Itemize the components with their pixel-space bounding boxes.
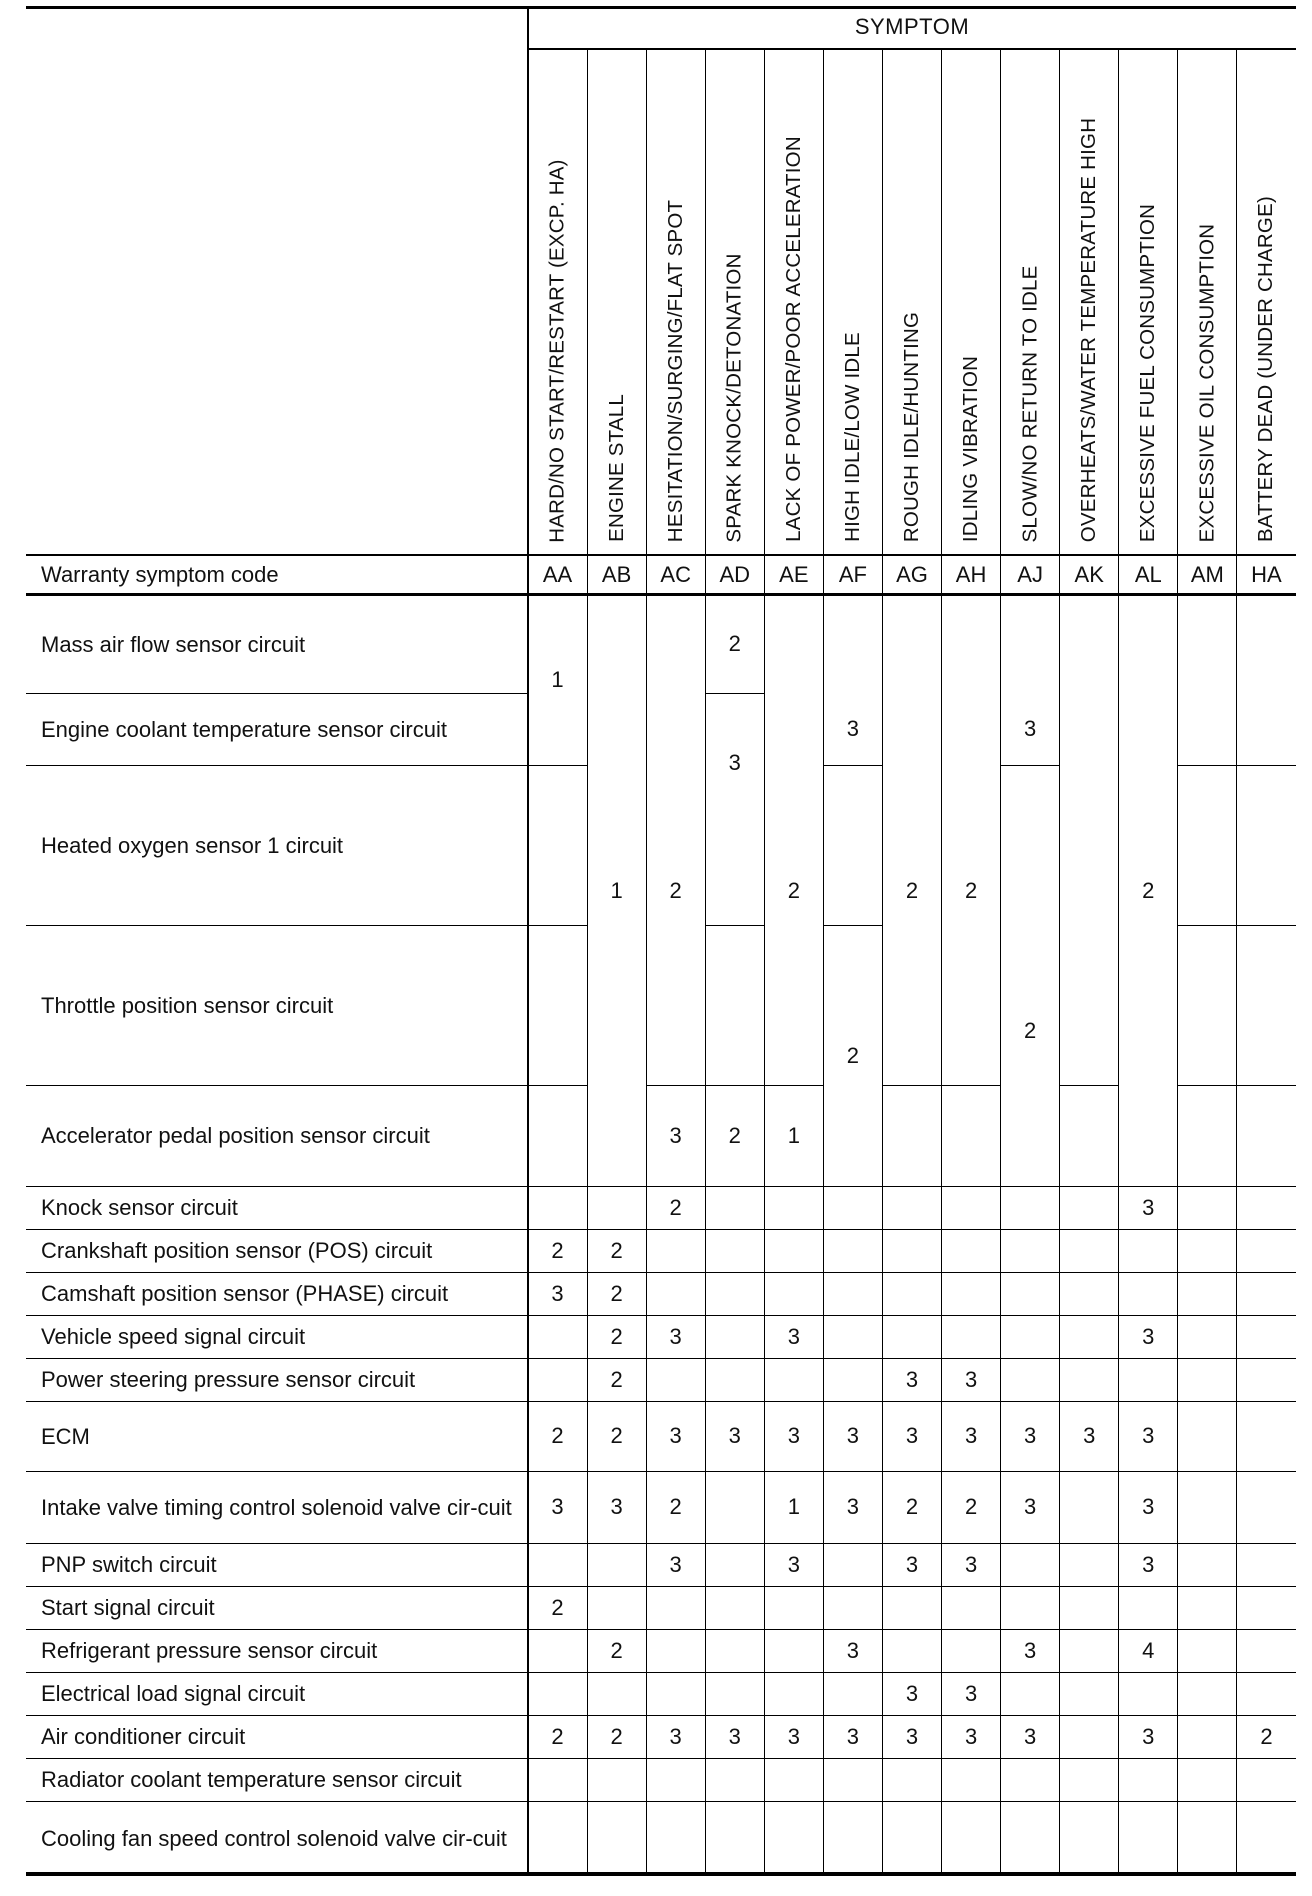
value-cell: 3 <box>964 1551 978 1577</box>
row-label: Crankshaft position sensor (POS) circuit <box>41 1238 433 1263</box>
cell-divider <box>528 1085 587 1086</box>
cell-divider <box>1001 1315 1060 1316</box>
cell-divider <box>705 1629 764 1630</box>
value-cell: 2 <box>787 877 800 903</box>
cell-divider <box>528 1801 587 1802</box>
row-label: Accelerator pedal position sensor circuit <box>41 1123 430 1148</box>
symptom-header-text: HESITATION/SURGING/FLAT SPOT <box>663 199 687 543</box>
value-cell: 3 <box>846 1423 860 1448</box>
cell-divider <box>1060 1358 1119 1359</box>
row-divider <box>26 1801 528 1802</box>
cell-divider <box>1178 1758 1237 1759</box>
symptom-header-ac <box>646 48 705 554</box>
value-cell: 2 <box>669 1194 682 1220</box>
cell-divider <box>823 1229 882 1230</box>
value-cell: 3 <box>905 1551 919 1577</box>
value-cell: 3 <box>846 1637 860 1663</box>
value-cell: 3 <box>1142 1723 1155 1749</box>
cell-divider <box>1060 1715 1119 1716</box>
cell-divider <box>1178 1629 1237 1630</box>
row-divider <box>26 1543 528 1544</box>
value-cell: 2 <box>728 631 741 656</box>
cell-divider <box>1237 1229 1296 1230</box>
cell-divider <box>882 1315 941 1316</box>
value-cell: 2 <box>610 1323 623 1349</box>
symptom-header-ha <box>1237 48 1296 554</box>
value-cell: 2 <box>610 1280 623 1306</box>
symptom-header-al <box>1119 48 1178 554</box>
cell-divider <box>823 1272 882 1273</box>
cell-divider <box>1060 1085 1119 1086</box>
cell-divider <box>1237 1471 1296 1472</box>
symptom-header-text: IDLING VIBRATION <box>959 355 983 543</box>
cell-divider <box>1178 1085 1237 1086</box>
cell-divider <box>1060 1272 1119 1273</box>
row-divider <box>26 1471 528 1472</box>
cell-divider <box>882 1801 941 1802</box>
cell-divider <box>764 1272 823 1273</box>
cell-divider <box>1001 1358 1060 1359</box>
symptom-header-text: BATTERY DEAD (UNDER CHARGE) <box>1254 196 1278 542</box>
value-cell: 3 <box>669 1122 682 1148</box>
value-cell: 3 <box>1024 1423 1037 1448</box>
row-label: Mass air flow sensor circuit <box>41 631 306 657</box>
row-divider <box>26 925 528 926</box>
column-divider <box>1236 48 1237 1875</box>
symptom-table <box>26 6 1296 1886</box>
value-cell: 4 <box>1142 1637 1155 1663</box>
cell-divider <box>1001 1229 1060 1230</box>
row-label: Intake valve timing control solenoid valve cir-cuit <box>41 1494 512 1520</box>
cell-divider <box>1060 1315 1119 1316</box>
value-cell: 3 <box>1024 1637 1037 1663</box>
symptom-header-aa <box>528 48 587 554</box>
symptom-header-ae <box>764 48 823 554</box>
value-cell: 2 <box>610 1723 623 1749</box>
cell-divider <box>882 1272 941 1273</box>
row-label: Start signal circuit <box>41 1595 215 1620</box>
value-cell: 3 <box>787 1723 800 1749</box>
cell-divider <box>1178 1801 1237 1802</box>
row-divider <box>26 1401 528 1402</box>
value-cell: 2 <box>669 1494 682 1519</box>
cell-divider <box>646 1801 705 1802</box>
value-cell: 1 <box>610 877 623 903</box>
row-divider <box>26 1715 528 1716</box>
symptom-code-ac: AC <box>660 561 691 587</box>
symptom-header-text: ROUGH IDLE/HUNTING <box>900 311 924 543</box>
cell-divider <box>1119 1801 1178 1802</box>
cell-divider <box>1178 1672 1237 1673</box>
cell-divider <box>528 1358 587 1359</box>
cell-divider <box>882 1629 941 1630</box>
row-label: Power steering pressure sensor circuit <box>41 1367 416 1392</box>
value-cell: 2 <box>964 877 978 903</box>
cell-divider <box>705 1358 764 1359</box>
symptom-code-ah: AH <box>955 561 987 587</box>
value-cell: 3 <box>1024 716 1037 741</box>
symptom-code-ha: HA <box>1251 561 1282 587</box>
cell-divider <box>705 925 764 926</box>
value-cell: 2 <box>669 877 682 903</box>
value-cell: 3 <box>728 750 741 775</box>
row-label: ECM <box>41 1423 90 1449</box>
value-cell: 3 <box>964 1723 978 1749</box>
row-label: PNP switch circuit <box>41 1552 217 1577</box>
cell-divider <box>1237 1186 1296 1187</box>
cell-divider <box>1178 925 1237 926</box>
row-divider <box>26 1315 528 1316</box>
symptom-code-af: AF <box>838 561 867 587</box>
cell-divider <box>1060 1801 1119 1802</box>
symptom-header-text: SLOW/NO RETURN TO IDLE <box>1018 264 1042 543</box>
cell-divider <box>1060 1629 1119 1630</box>
symptom-header-ak <box>1060 48 1119 554</box>
value-cell: 3 <box>551 1280 564 1306</box>
cell-divider <box>705 1672 764 1673</box>
cell-divider <box>1178 765 1237 766</box>
value-cell: 1 <box>787 1494 800 1519</box>
cell-divider <box>1060 1586 1119 1587</box>
cell-divider <box>528 925 587 926</box>
cell-divider <box>705 1315 764 1316</box>
cell-divider <box>1178 1471 1237 1472</box>
value-cell: 1 <box>787 1122 800 1148</box>
value-cell: 3 <box>787 1323 800 1349</box>
value-cell: 2 <box>551 1423 564 1448</box>
value-cell: 2 <box>551 1237 564 1263</box>
symptom-code-ae: AE <box>779 561 809 587</box>
cell-divider <box>1178 1586 1237 1587</box>
symptom-code-am: AM <box>1190 561 1224 587</box>
symptom-code-ad: AD <box>719 561 751 587</box>
cell-divider <box>823 1358 882 1359</box>
row-divider <box>26 1629 528 1630</box>
cell-divider <box>1060 1229 1119 1230</box>
cell-divider <box>1237 1315 1296 1316</box>
cell-divider <box>528 1672 587 1673</box>
row-divider <box>26 693 528 694</box>
value-cell: 3 <box>1142 1423 1155 1448</box>
symptom-code-ab: AB <box>601 561 632 587</box>
value-cell: 3 <box>846 1494 860 1519</box>
value-cell: 3 <box>787 1423 800 1448</box>
cell-divider <box>1178 1543 1237 1544</box>
cell-divider <box>705 1801 764 1802</box>
row-divider <box>26 1186 528 1187</box>
value-cell: 3 <box>669 1423 682 1448</box>
cell-divider <box>705 1272 764 1273</box>
value-cell: 3 <box>728 1723 741 1749</box>
symptom-header-text: EXCESSIVE OIL CONSUMPTION <box>1195 223 1219 542</box>
value-cell: 3 <box>964 1423 978 1448</box>
value-cell: 2 <box>610 1366 623 1392</box>
symptom-header-aj <box>1001 48 1060 554</box>
cell-divider <box>823 1801 882 1802</box>
value-cell: 3 <box>551 1494 564 1519</box>
value-cell: 3 <box>905 1723 919 1749</box>
cell-divider <box>587 1586 646 1587</box>
value-cell: 3 <box>1142 1494 1155 1519</box>
symptom-header-text: OVERHEATS/WATER TEMPERATURE HIGH <box>1077 117 1101 543</box>
cell-divider <box>1001 1586 1060 1587</box>
cell-divider <box>1237 1358 1296 1359</box>
row-label: Vehicle speed signal circuit <box>41 1324 306 1349</box>
cell-divider <box>1237 765 1296 766</box>
cell-divider <box>942 1801 1001 1802</box>
cell-divider <box>1178 1401 1237 1402</box>
symptom-header-am <box>1178 48 1237 554</box>
symptom-header-text: ENGINE STALL <box>604 394 628 542</box>
cell-divider <box>1060 1672 1119 1673</box>
symptom-header-ag <box>882 48 941 554</box>
cell-divider <box>882 1229 941 1230</box>
value-cell: 2 <box>551 1723 564 1749</box>
value-cell: 3 <box>964 1366 978 1392</box>
value-cell: 2 <box>551 1594 564 1620</box>
symptom-code-aa: AA <box>542 561 573 587</box>
cell-divider <box>646 1672 705 1673</box>
value-cell: 3 <box>905 1366 919 1392</box>
symptom-header-ad <box>705 48 764 554</box>
cell-divider <box>646 1272 705 1273</box>
row-divider <box>26 1758 528 1759</box>
symptom-code-ak: AK <box>1074 561 1104 587</box>
row-label: Heated oxygen sensor 1 circuit <box>41 832 344 858</box>
cell-divider <box>1237 1085 1296 1086</box>
value-cell: 1 <box>551 667 564 692</box>
row-divider <box>26 1272 528 1273</box>
value-cell: 3 <box>1024 1494 1037 1519</box>
value-cell: 2 <box>905 1494 919 1519</box>
row-label: Cooling fan speed control solenoid valve cir-cuit <box>41 1825 507 1851</box>
symptom-header-af <box>823 48 882 554</box>
cell-divider <box>1060 1543 1119 1544</box>
cell-divider <box>942 1629 1001 1630</box>
cell-divider <box>1001 1186 1060 1187</box>
value-cell: 2 <box>846 1042 860 1068</box>
symptom-header-text: SPARK KNOCK/DETONATION <box>722 252 746 543</box>
cell-divider <box>1060 1186 1119 1187</box>
symptom-code-al: AL <box>1134 561 1162 587</box>
value-cell: 3 <box>610 1494 623 1519</box>
value-cell: 3 <box>1142 1194 1155 1220</box>
value-cell: 2 <box>1142 877 1155 903</box>
cell-divider <box>1178 1315 1237 1316</box>
row-label: Radiator coolant temperature sensor circuit <box>41 1767 462 1792</box>
value-cell: 2 <box>905 877 919 903</box>
value-cell: 3 <box>1083 1423 1096 1448</box>
cell-divider <box>1237 1672 1296 1673</box>
symptom-code-ag: AG <box>896 561 928 587</box>
cell-divider <box>823 1586 882 1587</box>
row-label: Knock sensor circuit <box>41 1195 238 1220</box>
warranty-symptom-code-label: Warranty symptom code <box>41 562 279 587</box>
value-cell: 3 <box>1142 1323 1155 1349</box>
cell-divider <box>1178 1715 1237 1716</box>
cell-divider <box>1060 1758 1119 1759</box>
value-cell: 3 <box>728 1423 741 1448</box>
value-cell: 3 <box>669 1723 682 1749</box>
symptom-header-text: EXCESSIVE FUEL CONSUMPTION <box>1136 203 1160 543</box>
symptom-code-aj: AJ <box>1017 561 1043 587</box>
cell-divider <box>942 1229 1001 1230</box>
cell-divider <box>1237 925 1296 926</box>
cell-divider <box>646 1629 705 1630</box>
value-cell: 3 <box>669 1323 682 1349</box>
cell-divider <box>1178 1229 1237 1230</box>
cell-divider <box>1237 1801 1296 1802</box>
value-cell: 3 <box>1024 1723 1037 1749</box>
cell-divider <box>764 1229 823 1230</box>
value-cell: 2 <box>964 1494 978 1519</box>
symptom-header-text: LACK OF POWER/POOR ACCELERATION <box>781 136 805 542</box>
cell-divider <box>1237 1272 1296 1273</box>
cell-divider <box>1237 1629 1296 1630</box>
value-cell: 2 <box>1024 1017 1037 1043</box>
cell-divider <box>1237 1586 1296 1587</box>
value-cell: 3 <box>905 1423 919 1448</box>
cell-divider <box>764 1629 823 1630</box>
cell-divider <box>823 1315 882 1316</box>
symptom-title: SYMPTOM <box>854 14 970 39</box>
value-cell: 3 <box>787 1551 800 1577</box>
row-label: Throttle position sensor circuit <box>41 992 334 1018</box>
cell-divider <box>764 1672 823 1673</box>
row-label: Refrigerant pressure sensor circuit <box>41 1638 378 1663</box>
row-label: Electrical load signal circuit <box>41 1681 306 1706</box>
symptom-header-ab <box>587 48 646 554</box>
cell-divider <box>1237 1401 1296 1402</box>
cell-divider <box>705 1229 764 1230</box>
cell-divider <box>1237 1543 1296 1544</box>
row-label: Camshaft position sensor (PHASE) circuit <box>41 1281 449 1306</box>
cell-divider <box>1001 1801 1060 1802</box>
cell-divider <box>528 1186 587 1187</box>
row-divider <box>26 1085 528 1086</box>
symptom-header-ah <box>942 48 1001 554</box>
cell-divider <box>1178 1358 1237 1359</box>
value-cell: 3 <box>964 1680 978 1706</box>
row-divider <box>26 1672 528 1673</box>
cell-divider <box>587 1801 646 1802</box>
value-cell: 2 <box>728 1122 741 1148</box>
value-cell: 3 <box>1142 1551 1155 1577</box>
row-divider <box>26 765 528 766</box>
cell-divider <box>705 1543 764 1544</box>
cell-divider <box>705 1586 764 1587</box>
cell-divider <box>1178 1186 1237 1187</box>
symptom-header-text: HIGH IDLE/LOW IDLE <box>840 332 864 542</box>
value-cell: 2 <box>610 1423 623 1448</box>
value-cell: 3 <box>669 1551 682 1577</box>
value-cell: 3 <box>905 1680 919 1706</box>
cell-divider <box>942 1272 1001 1273</box>
row-label: Air conditioner circuit <box>41 1724 246 1749</box>
cell-divider <box>1001 1272 1060 1273</box>
value-cell: 3 <box>846 1723 860 1749</box>
cell-divider <box>1178 1272 1237 1273</box>
row-divider <box>26 1358 528 1359</box>
cell-divider <box>942 1315 1001 1316</box>
symptom-header-text: HARD/NO START/RESTART (EXCP. HA) <box>545 158 569 543</box>
value-cell: 2 <box>1260 1723 1273 1749</box>
row-label: Engine coolant temperature sensor circuit <box>41 716 447 742</box>
cell-divider <box>1119 1272 1178 1273</box>
cell-divider <box>764 1801 823 1802</box>
value-cell: 3 <box>846 716 860 741</box>
value-cell: 2 <box>610 1637 623 1663</box>
row-divider <box>26 1586 528 1587</box>
row-divider <box>26 1229 528 1230</box>
value-cell: 2 <box>610 1237 623 1263</box>
